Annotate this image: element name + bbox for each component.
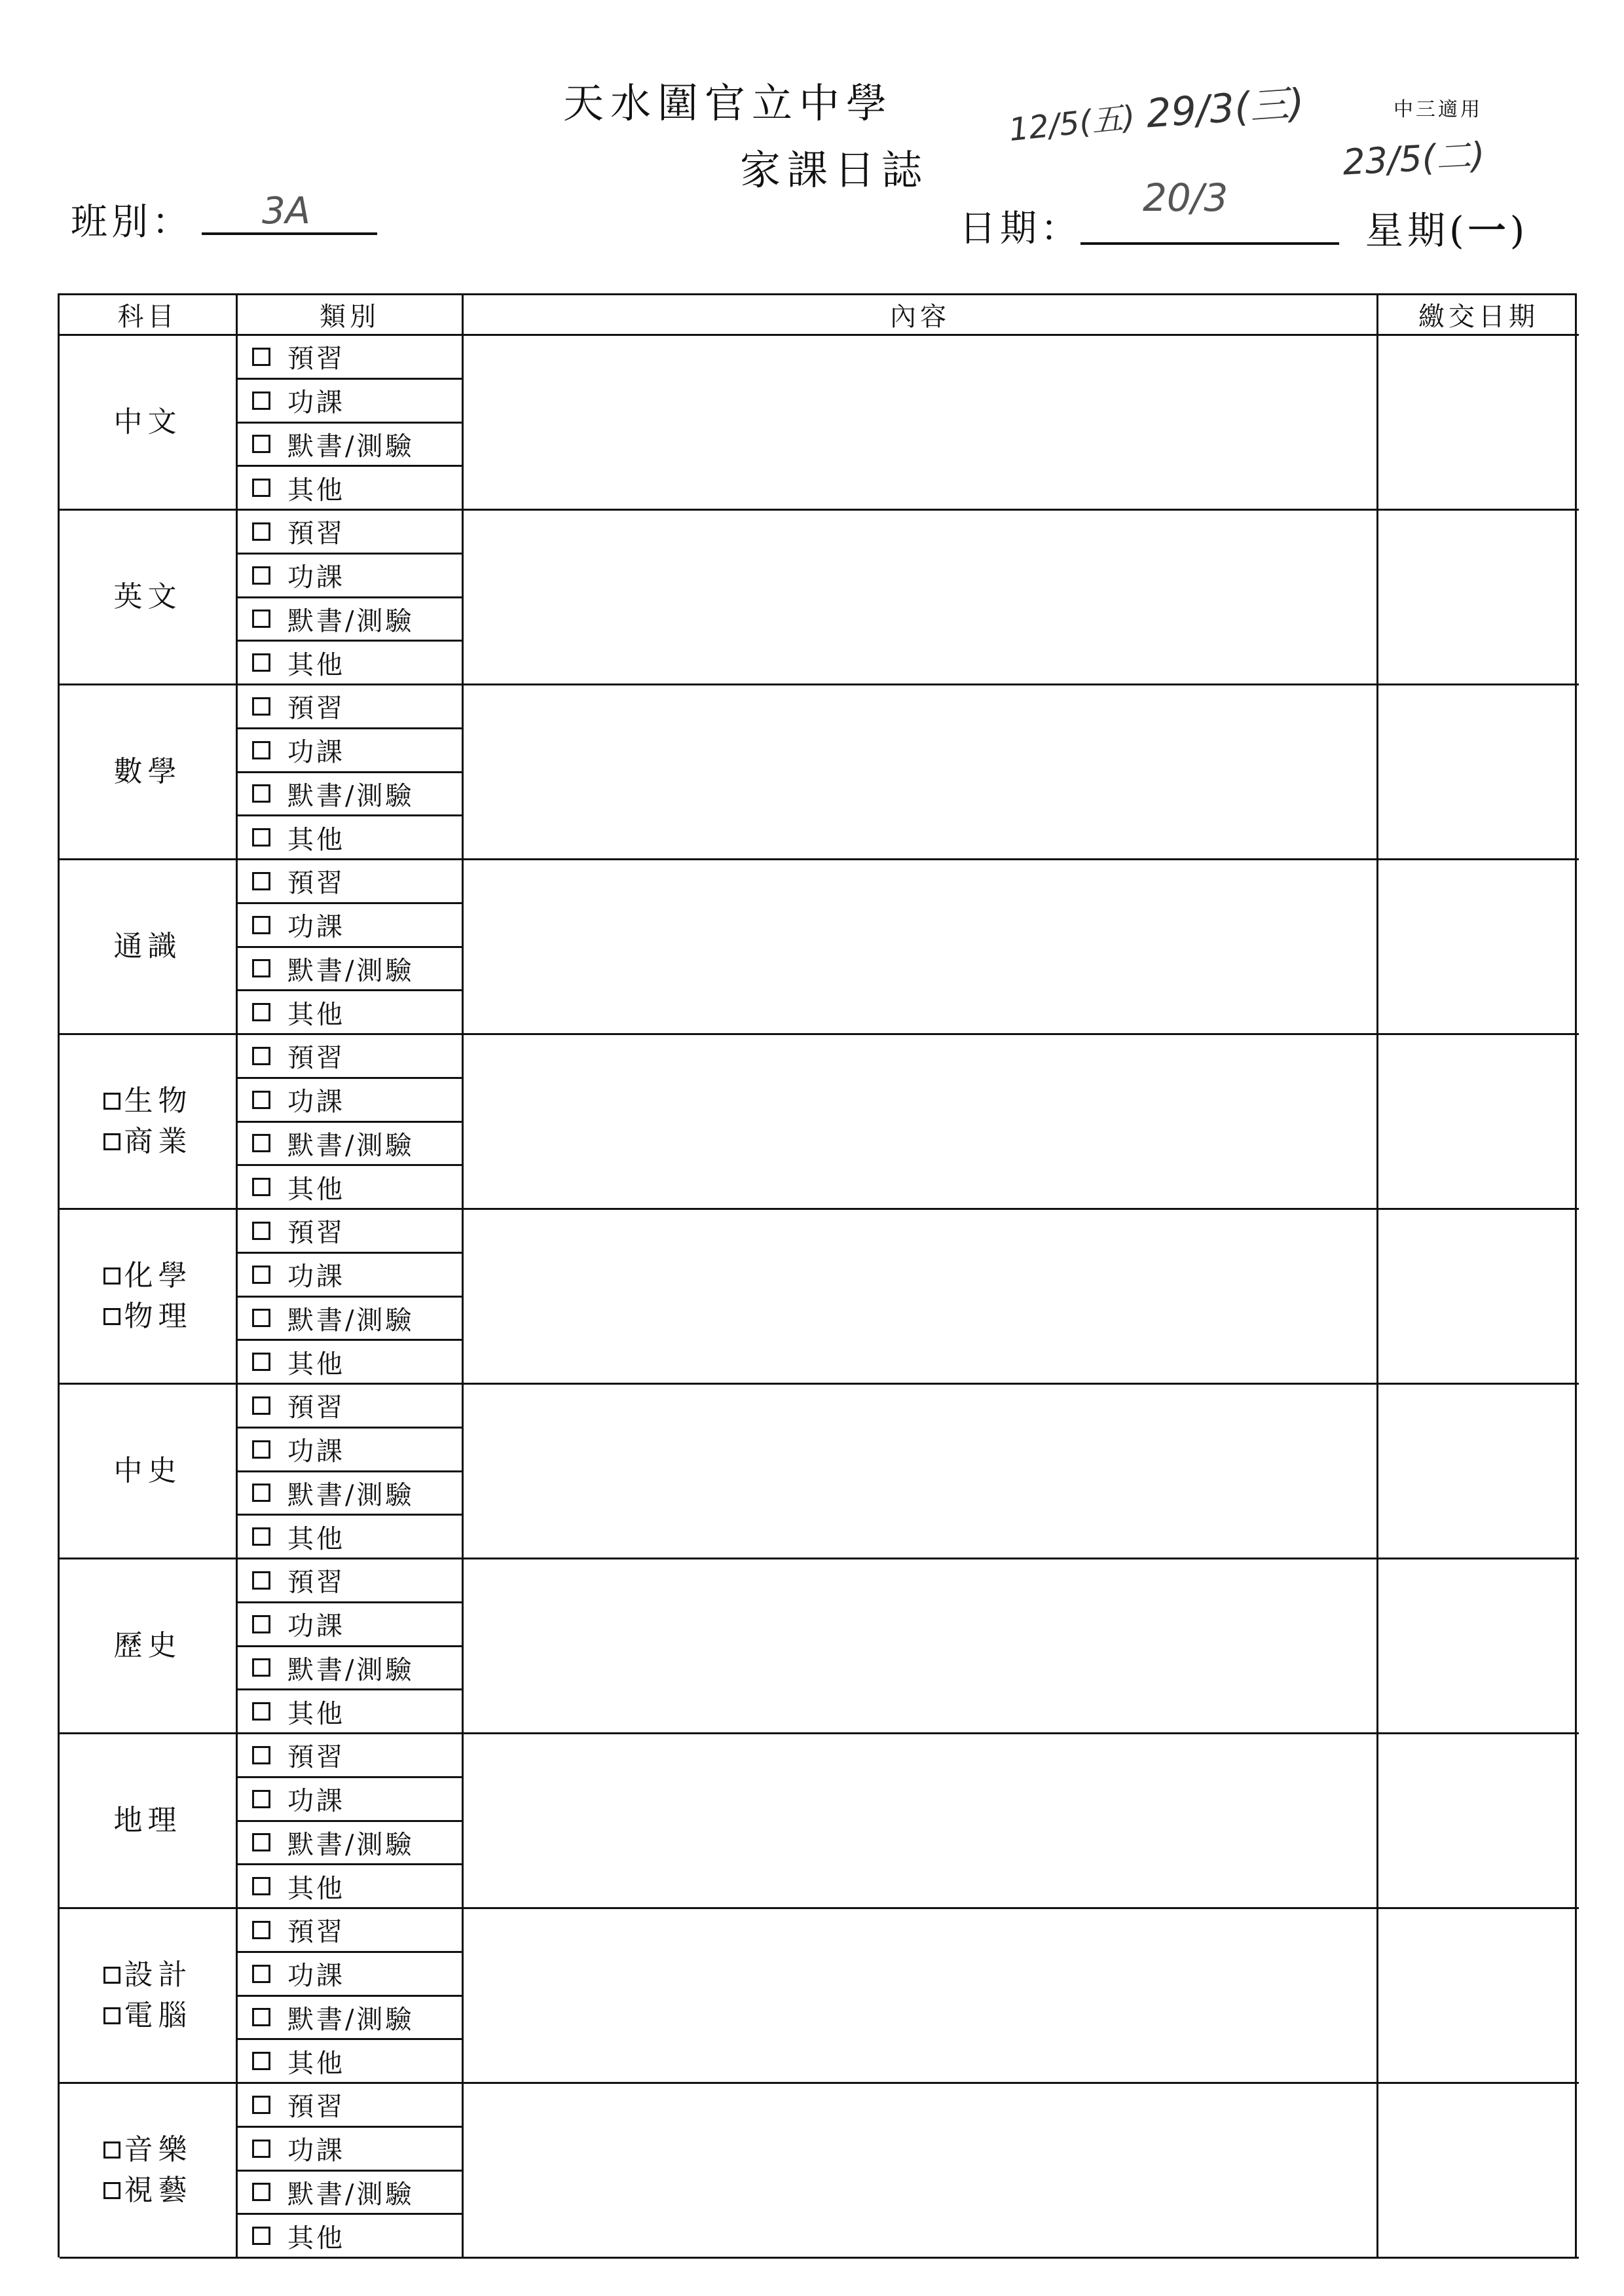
subject-checkbox[interactable] bbox=[103, 1308, 120, 1325]
homework-table bbox=[58, 293, 1577, 2257]
handwritten-note-1: 12/5(五) bbox=[1007, 99, 1137, 149]
subject-label: 中文 bbox=[113, 405, 182, 439]
content-field[interactable] bbox=[464, 1734, 1378, 1909]
category-option[interactable] bbox=[238, 511, 464, 555]
column-header-subject: 科目 bbox=[60, 295, 238, 336]
category-checkbox[interactable] bbox=[252, 348, 270, 366]
category-checkbox[interactable] bbox=[252, 1833, 270, 1851]
weekday-field[interactable] bbox=[1365, 200, 1528, 255]
category-label: 其他 bbox=[287, 475, 345, 505]
subject-checkbox[interactable] bbox=[103, 2141, 120, 2159]
subject-checkbox[interactable] bbox=[103, 1133, 120, 1150]
category-checkbox[interactable] bbox=[252, 1658, 270, 1677]
category-option[interactable] bbox=[238, 1865, 464, 1909]
category-checkbox[interactable] bbox=[252, 1921, 270, 1939]
category-checkbox[interactable] bbox=[252, 1222, 270, 1240]
due-date-field[interactable] bbox=[1378, 336, 1579, 511]
subject-label: 電腦 bbox=[124, 1999, 193, 2032]
category-checkbox[interactable] bbox=[252, 741, 270, 759]
category-label: 默書/測驗 bbox=[287, 606, 415, 636]
category-checkbox[interactable] bbox=[252, 2140, 270, 2158]
subject-cell bbox=[60, 860, 238, 1035]
category-checkbox[interactable] bbox=[252, 872, 270, 890]
category-checkbox[interactable] bbox=[252, 610, 270, 628]
subject-name bbox=[114, 1451, 182, 1491]
category-option[interactable] bbox=[238, 1690, 464, 1734]
category-checkbox[interactable] bbox=[252, 1965, 270, 1983]
category-option[interactable] bbox=[238, 424, 464, 467]
category-option[interactable] bbox=[238, 380, 464, 424]
class-label: 班別： bbox=[71, 201, 193, 244]
category-option[interactable] bbox=[238, 336, 464, 380]
category-checkbox[interactable] bbox=[252, 1091, 270, 1109]
subject-option[interactable] bbox=[103, 1256, 193, 1296]
category-option[interactable] bbox=[238, 467, 464, 511]
form-title: 家課日誌 bbox=[740, 146, 929, 194]
category-option[interactable] bbox=[238, 904, 464, 948]
category-option[interactable] bbox=[238, 1997, 464, 2041]
subject-checkbox[interactable] bbox=[103, 2182, 120, 2199]
category-checkbox[interactable] bbox=[252, 959, 270, 977]
handwritten-note-3: 23/5(二) bbox=[1341, 134, 1486, 183]
category-option[interactable] bbox=[238, 1429, 464, 1472]
category-label: 功課 bbox=[287, 1611, 345, 1642]
category-option[interactable] bbox=[238, 1254, 464, 1298]
category-option[interactable] bbox=[238, 1210, 464, 1254]
category-checkbox[interactable] bbox=[252, 2183, 270, 2201]
subject-label: 生物 bbox=[124, 1084, 193, 1118]
category-option[interactable] bbox=[238, 555, 464, 598]
category-checkbox[interactable] bbox=[252, 1877, 270, 1895]
category-label: 功課 bbox=[287, 1262, 345, 1292]
category-label: 預習 bbox=[287, 344, 345, 374]
subject-label: 英文 bbox=[113, 580, 182, 613]
subject-option[interactable] bbox=[103, 1995, 193, 2036]
subject-cell bbox=[60, 511, 238, 685]
category-label: 默書/測驗 bbox=[287, 955, 415, 986]
category-option[interactable] bbox=[238, 2084, 464, 2128]
subject-label: 商業 bbox=[124, 1125, 193, 1158]
due-date-field[interactable] bbox=[1378, 685, 1579, 860]
category-option[interactable] bbox=[238, 773, 464, 817]
subject-cell bbox=[60, 1035, 238, 1210]
category-checkbox[interactable] bbox=[252, 1178, 270, 1196]
date-label: 日期： bbox=[959, 208, 1081, 250]
subject-option[interactable] bbox=[103, 2130, 193, 2170]
category-checkbox[interactable] bbox=[252, 1702, 270, 1721]
subject-cell bbox=[60, 2084, 238, 2259]
subject-option[interactable] bbox=[103, 1296, 193, 1337]
subject-label: 設計 bbox=[124, 1958, 193, 1992]
category-checkbox[interactable] bbox=[252, 916, 270, 934]
category-label: 其他 bbox=[287, 999, 345, 1030]
category-label: 預習 bbox=[287, 1917, 345, 1948]
category-label: 其他 bbox=[287, 1174, 345, 1205]
category-checkbox[interactable] bbox=[252, 784, 270, 803]
category-option[interactable] bbox=[238, 598, 464, 642]
category-label: 功課 bbox=[287, 1786, 345, 1817]
category-option[interactable] bbox=[238, 2215, 464, 2259]
class-field-line bbox=[202, 232, 377, 235]
subject-label: 地理 bbox=[113, 1804, 182, 1837]
category-checkbox[interactable] bbox=[252, 2008, 270, 2026]
category-label: 默書/測驗 bbox=[287, 1829, 415, 1860]
category-option[interactable] bbox=[238, 1647, 464, 1691]
category-option[interactable] bbox=[238, 860, 464, 904]
category-option[interactable] bbox=[238, 2172, 464, 2215]
subject-cell bbox=[60, 336, 238, 511]
category-label: 預習 bbox=[287, 868, 345, 899]
category-label: 預習 bbox=[287, 1043, 345, 1074]
category-label: 預習 bbox=[287, 2092, 345, 2123]
subject-name bbox=[114, 752, 182, 792]
category-label: 功課 bbox=[287, 562, 345, 593]
category-checkbox[interactable] bbox=[252, 392, 270, 410]
category-label: 其他 bbox=[287, 649, 345, 680]
subject-label: 化學 bbox=[124, 1259, 193, 1292]
due-date-field[interactable] bbox=[1378, 511, 1579, 685]
category-checkbox[interactable] bbox=[252, 1746, 270, 1764]
category-checkbox[interactable] bbox=[252, 1309, 270, 1327]
category-label: 功課 bbox=[287, 2136, 345, 2166]
category-option[interactable] bbox=[238, 1953, 464, 1997]
category-label: 默書/測驗 bbox=[287, 1130, 415, 1161]
column-header-due-date: 繳交日期 bbox=[1378, 295, 1579, 336]
category-label: 默書/測驗 bbox=[287, 431, 415, 462]
category-option[interactable] bbox=[238, 1035, 464, 1079]
category-checkbox[interactable] bbox=[252, 479, 270, 497]
category-checkbox[interactable] bbox=[252, 1266, 270, 1284]
subject-checkbox[interactable] bbox=[103, 1093, 120, 1110]
category-checkbox[interactable] bbox=[252, 435, 270, 453]
category-label: 功課 bbox=[287, 1961, 345, 1992]
subject-option[interactable] bbox=[103, 1081, 193, 1121]
category-option[interactable] bbox=[238, 2040, 464, 2084]
school-name: 天水圍官立中學 bbox=[563, 79, 894, 127]
column-header-content: 內容 bbox=[464, 295, 1378, 336]
category-label: 功課 bbox=[287, 388, 345, 418]
content-field[interactable] bbox=[464, 685, 1378, 860]
category-checkbox[interactable] bbox=[252, 2052, 270, 2070]
content-field[interactable] bbox=[464, 1035, 1378, 1210]
subject-name bbox=[114, 1800, 182, 1841]
subject-name bbox=[114, 402, 182, 443]
subject-checkbox[interactable] bbox=[103, 1267, 120, 1285]
class-field[interactable]: 3A bbox=[262, 190, 310, 232]
category-label: 默書/測驗 bbox=[287, 2179, 415, 2210]
subject-label: 物理 bbox=[124, 1300, 193, 1333]
due-date-field[interactable] bbox=[1378, 1559, 1579, 1734]
subject-option[interactable] bbox=[103, 2170, 193, 2211]
category-checkbox[interactable] bbox=[252, 1353, 270, 1371]
category-checkbox[interactable] bbox=[252, 1527, 270, 1546]
category-checkbox[interactable] bbox=[252, 1047, 270, 1065]
due-date-field[interactable] bbox=[1378, 1210, 1579, 1385]
category-option[interactable] bbox=[238, 948, 464, 992]
category-option[interactable] bbox=[238, 685, 464, 729]
category-checkbox[interactable] bbox=[252, 2227, 270, 2245]
category-label: 功課 bbox=[287, 912, 345, 943]
due-date-field[interactable] bbox=[1378, 1734, 1579, 1909]
category-label: 功課 bbox=[287, 737, 345, 768]
category-label: 其他 bbox=[287, 824, 345, 855]
due-date-field[interactable] bbox=[1378, 1385, 1579, 1559]
category-label: 預習 bbox=[287, 1567, 345, 1598]
category-checkbox[interactable] bbox=[252, 653, 270, 672]
category-option[interactable] bbox=[238, 991, 464, 1035]
content-field[interactable] bbox=[464, 1385, 1378, 1559]
content-field[interactable] bbox=[464, 1210, 1378, 1385]
category-option[interactable] bbox=[238, 1472, 464, 1516]
content-field[interactable] bbox=[464, 1559, 1378, 1734]
category-label: 預習 bbox=[287, 519, 345, 549]
category-option[interactable] bbox=[238, 1559, 464, 1603]
category-option[interactable] bbox=[238, 1822, 464, 1866]
category-label: 默書/測驗 bbox=[287, 2004, 415, 2035]
date-field[interactable]: 20/3 bbox=[1143, 175, 1228, 220]
usage-note: 中三適用 bbox=[1393, 98, 1483, 121]
subject-cell bbox=[60, 685, 238, 860]
category-option[interactable] bbox=[238, 729, 464, 773]
category-option[interactable] bbox=[238, 2128, 464, 2172]
content-field[interactable] bbox=[464, 336, 1378, 511]
subject-name bbox=[114, 926, 182, 967]
content-field[interactable] bbox=[464, 2084, 1378, 2259]
subject-cell bbox=[60, 1385, 238, 1559]
category-checkbox[interactable] bbox=[252, 1484, 270, 1502]
subject-label: 音樂 bbox=[124, 2133, 193, 2166]
category-label: 默書/測驗 bbox=[287, 1480, 415, 1510]
subject-label: 歷史 bbox=[113, 1629, 182, 1662]
category-label: 默書/測驗 bbox=[287, 1654, 415, 1685]
category-label: 預習 bbox=[287, 1742, 345, 1773]
subject-label: 數學 bbox=[113, 755, 182, 788]
subject-label: 通識 bbox=[113, 930, 182, 963]
category-option[interactable] bbox=[238, 1079, 464, 1123]
category-label: 預習 bbox=[287, 1218, 345, 1248]
subject-checkbox[interactable] bbox=[103, 2007, 120, 2024]
category-label: 其他 bbox=[287, 1349, 345, 1379]
category-label: 功課 bbox=[287, 1436, 345, 1467]
subject-name bbox=[114, 577, 182, 617]
weekday-close: ) bbox=[1509, 208, 1529, 253]
due-date-field[interactable] bbox=[1378, 1035, 1579, 1210]
category-checkbox[interactable] bbox=[252, 1571, 270, 1590]
category-label: 其他 bbox=[287, 2223, 345, 2253]
category-option[interactable] bbox=[238, 816, 464, 860]
category-option[interactable] bbox=[238, 1603, 464, 1647]
category-checkbox[interactable] bbox=[252, 1615, 270, 1633]
handwritten-note-2: 29/3(三) bbox=[1145, 80, 1306, 137]
category-option[interactable] bbox=[238, 1123, 464, 1167]
category-checkbox[interactable] bbox=[252, 522, 270, 541]
subject-name bbox=[114, 1626, 182, 1666]
category-label: 預習 bbox=[287, 1393, 345, 1423]
category-label: 預習 bbox=[287, 693, 345, 724]
subject-cell bbox=[60, 1734, 238, 1909]
category-option[interactable] bbox=[238, 1909, 464, 1953]
category-checkbox[interactable] bbox=[252, 1134, 270, 1152]
due-date-field[interactable] bbox=[1378, 1909, 1579, 2084]
content-field[interactable] bbox=[464, 860, 1378, 1035]
category-label: 默書/測驗 bbox=[287, 1305, 415, 1336]
subject-cell bbox=[60, 1210, 238, 1385]
category-option[interactable] bbox=[238, 1516, 464, 1559]
category-checkbox[interactable] bbox=[252, 1440, 270, 1459]
weekday-value[interactable]: 一 bbox=[1467, 208, 1510, 253]
category-checkbox[interactable] bbox=[252, 2096, 270, 2114]
subject-label: 中史 bbox=[113, 1454, 182, 1487]
due-date-field[interactable] bbox=[1378, 2084, 1579, 2259]
subject-option[interactable] bbox=[103, 1955, 193, 1995]
category-label: 其他 bbox=[287, 1873, 345, 1904]
category-option[interactable] bbox=[238, 1385, 464, 1429]
subject-checkbox[interactable] bbox=[103, 1967, 120, 1984]
category-label: 其他 bbox=[287, 1523, 345, 1554]
category-option[interactable] bbox=[238, 1341, 464, 1385]
content-field[interactable] bbox=[464, 1909, 1378, 2084]
content-field[interactable] bbox=[464, 511, 1378, 685]
category-option[interactable] bbox=[238, 1778, 464, 1822]
category-label: 功課 bbox=[287, 1087, 345, 1118]
subject-option[interactable] bbox=[103, 1121, 193, 1162]
subject-cell bbox=[60, 1559, 238, 1734]
category-checkbox[interactable] bbox=[252, 1396, 270, 1415]
date-field-line bbox=[1080, 242, 1339, 245]
category-option[interactable] bbox=[238, 642, 464, 685]
subject-cell bbox=[60, 1909, 238, 2084]
category-label: 默書/測驗 bbox=[287, 780, 415, 811]
category-label: 其他 bbox=[287, 2048, 345, 2079]
category-label: 其他 bbox=[287, 1698, 345, 1729]
category-option[interactable] bbox=[238, 1166, 464, 1210]
category-option[interactable] bbox=[238, 1298, 464, 1341]
category-checkbox[interactable] bbox=[252, 1790, 270, 1808]
subject-label: 視藝 bbox=[124, 2174, 193, 2207]
category-checkbox[interactable] bbox=[252, 828, 270, 847]
column-header-category: 類別 bbox=[238, 295, 464, 336]
due-date-field[interactable] bbox=[1378, 860, 1579, 1035]
category-option[interactable] bbox=[238, 1734, 464, 1778]
category-checkbox[interactable] bbox=[252, 566, 270, 585]
category-checkbox[interactable] bbox=[252, 697, 270, 716]
category-checkbox[interactable] bbox=[252, 1003, 270, 1021]
weekday-label: 星期( bbox=[1365, 208, 1468, 253]
